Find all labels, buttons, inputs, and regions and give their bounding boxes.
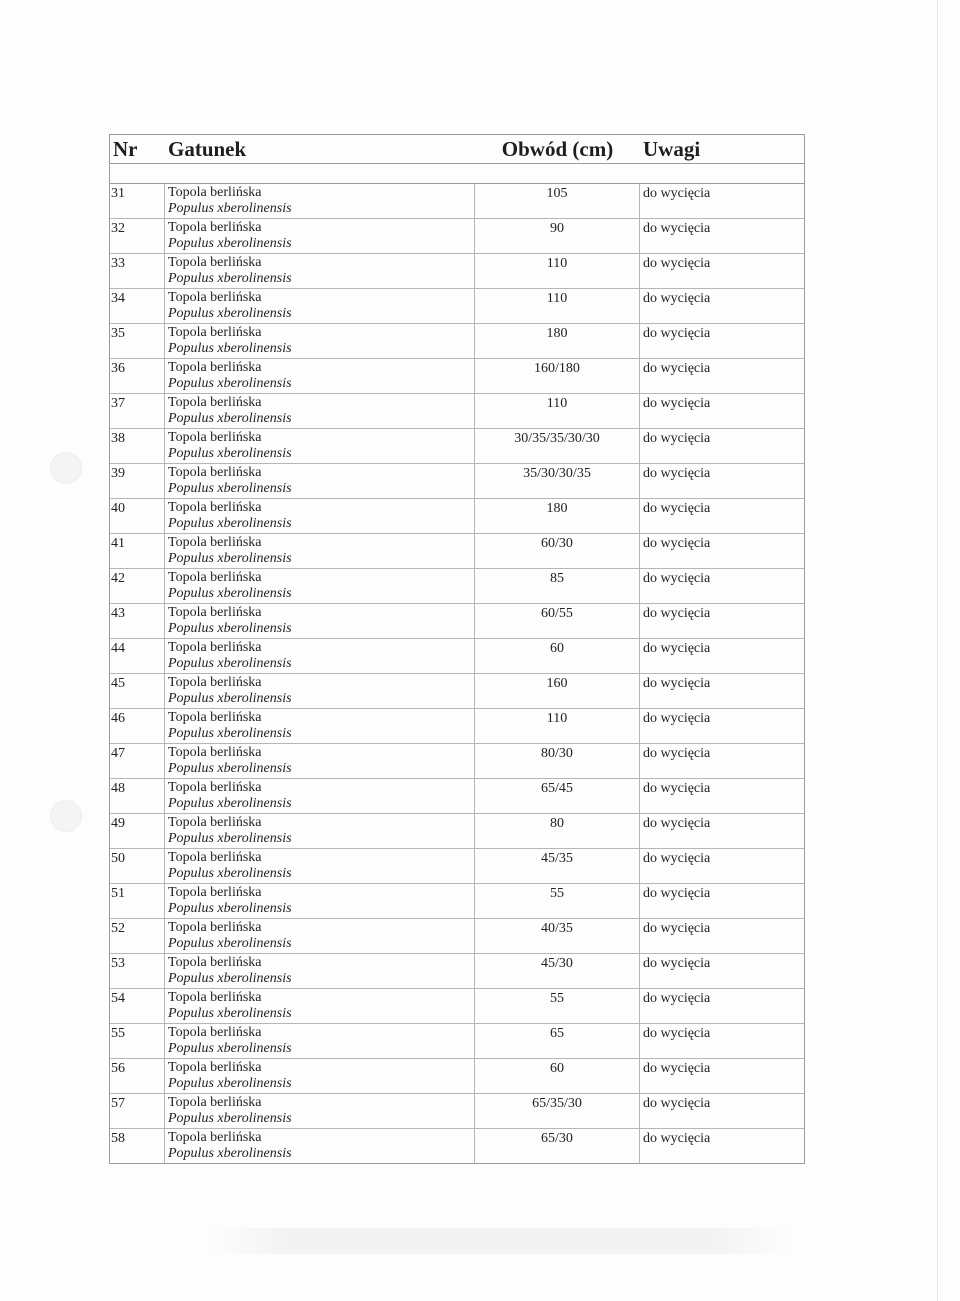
table-row <box>110 849 804 884</box>
cell-gatunek <box>165 604 475 638</box>
species-common-name: Topola berlińska <box>168 535 262 550</box>
cell-obwod: 65/30 <box>475 1129 640 1163</box>
cell-gatunek <box>165 1094 475 1128</box>
cell-uwagi: do wycięcia <box>643 781 711 796</box>
species-common-name: Topola berlińska <box>168 500 262 515</box>
page-edge-line <box>937 0 938 1301</box>
cell-nr: 47 <box>110 744 165 778</box>
cell-uwagi: do wycięcia <box>643 606 711 621</box>
cell-uwagi: do wycięcia <box>643 746 711 761</box>
cell-uwagi: do wycięcia <box>643 851 711 866</box>
table-row <box>110 919 804 954</box>
cell-obwod: 65/45 <box>475 779 640 813</box>
cell-obwod: 40/35 <box>475 919 640 953</box>
cell-nr: 50 <box>110 849 165 883</box>
species-common-name: Topola berlińska <box>168 640 262 655</box>
cell-gatunek <box>165 254 475 288</box>
table-row <box>110 814 804 849</box>
cell-nr: 45 <box>110 674 165 708</box>
cell-obwod: 110 <box>475 709 640 743</box>
species-common-name: Topola berlińska <box>168 815 262 830</box>
species-common-name: Topola berlińska <box>168 1060 262 1075</box>
cell-uwagi: do wycięcia <box>643 361 711 376</box>
cell-obwod: 110 <box>475 254 640 288</box>
cell-obwod: 110 <box>475 289 640 323</box>
cell-uwagi: do wycięcia <box>643 291 711 306</box>
species-latin-name: Populus xberolinensis <box>168 201 292 216</box>
species-common-name: Topola berlińska <box>168 745 262 760</box>
cell-nr: 33 <box>110 254 165 288</box>
cell-uwagi: do wycięcia <box>643 1131 711 1146</box>
cell-gatunek <box>165 709 475 743</box>
cell-gatunek <box>165 639 475 673</box>
cell-nr: 54 <box>110 989 165 1023</box>
cell-uwagi: do wycięcia <box>643 641 711 656</box>
species-common-name: Topola berlińska <box>168 1095 262 1110</box>
species-latin-name: Populus xberolinensis <box>168 1146 292 1161</box>
cell-obwod: 105 <box>475 184 640 218</box>
cell-gatunek <box>165 569 475 603</box>
cell-gatunek <box>165 814 475 848</box>
species-latin-name: Populus xberolinensis <box>168 796 292 811</box>
table-row <box>110 744 804 779</box>
cell-nr: 46 <box>110 709 165 743</box>
cell-obwod: 85 <box>475 569 640 603</box>
cell-nr: 49 <box>110 814 165 848</box>
cell-gatunek <box>165 779 475 813</box>
species-latin-name: Populus xberolinensis <box>168 1076 292 1091</box>
header-gatunek: Gatunek <box>168 137 247 161</box>
cell-gatunek <box>165 919 475 953</box>
cell-nr: 35 <box>110 324 165 358</box>
species-common-name: Topola berlińska <box>168 990 262 1005</box>
table-row <box>110 499 804 534</box>
header-gap <box>109 164 805 183</box>
cell-gatunek <box>165 464 475 498</box>
cell-gatunek <box>165 954 475 988</box>
species-latin-name: Populus xberolinensis <box>168 586 292 601</box>
cell-uwagi: do wycięcia <box>643 571 711 586</box>
cell-obwod: 55 <box>475 884 640 918</box>
cell-nr: 41 <box>110 534 165 568</box>
cell-nr: 58 <box>110 1129 165 1163</box>
species-latin-name: Populus xberolinensis <box>168 341 292 356</box>
cell-nr: 42 <box>110 569 165 603</box>
species-common-name: Topola berlińska <box>168 605 262 620</box>
cell-obwod: 35/30/30/35 <box>475 464 640 498</box>
cell-nr: 48 <box>110 779 165 813</box>
table-row <box>110 254 804 289</box>
table-row <box>110 709 804 744</box>
table-row <box>110 604 804 639</box>
species-latin-name: Populus xberolinensis <box>168 901 292 916</box>
cell-uwagi: do wycięcia <box>643 221 711 236</box>
cell-uwagi: do wycięcia <box>643 431 711 446</box>
cell-nr: 32 <box>110 219 165 253</box>
cell-nr: 38 <box>110 429 165 463</box>
cell-obwod: 90 <box>475 219 640 253</box>
cell-nr: 51 <box>110 884 165 918</box>
cell-uwagi: do wycięcia <box>643 676 711 691</box>
table-row <box>110 394 804 429</box>
header-uwagi: Uwagi <box>643 137 701 161</box>
cell-nr: 34 <box>110 289 165 323</box>
cell-gatunek <box>165 1024 475 1058</box>
table-row <box>110 884 804 919</box>
table-row <box>110 184 804 219</box>
cell-gatunek <box>165 744 475 778</box>
species-common-name: Topola berlińska <box>168 465 262 480</box>
scan-smudge <box>205 1228 795 1254</box>
cell-nr: 36 <box>110 359 165 393</box>
species-latin-name: Populus xberolinensis <box>168 376 292 391</box>
cell-nr: 43 <box>110 604 165 638</box>
species-common-name: Topola berlińska <box>168 850 262 865</box>
cell-nr: 37 <box>110 394 165 428</box>
cell-gatunek <box>165 1129 475 1163</box>
species-latin-name: Populus xberolinensis <box>168 1006 292 1021</box>
species-common-name: Topola berlińska <box>168 325 262 340</box>
species-latin-name: Populus xberolinensis <box>168 271 292 286</box>
cell-gatunek <box>165 674 475 708</box>
table-row <box>110 674 804 709</box>
cell-uwagi: do wycięcia <box>643 1061 711 1076</box>
species-common-name: Topola berlińska <box>168 185 262 200</box>
cell-gatunek <box>165 1059 475 1093</box>
cell-obwod: 45/30 <box>475 954 640 988</box>
species-latin-name: Populus xberolinensis <box>168 1041 292 1056</box>
species-latin-name: Populus xberolinensis <box>168 971 292 986</box>
cell-obwod: 180 <box>475 499 640 533</box>
cell-obwod: 60 <box>475 639 640 673</box>
table-row <box>110 779 804 814</box>
species-latin-name: Populus xberolinensis <box>168 621 292 636</box>
table-row <box>110 359 804 394</box>
cell-uwagi: do wycięcia <box>643 501 711 516</box>
cell-gatunek <box>165 289 475 323</box>
cell-uwagi: do wycięcia <box>643 1026 711 1041</box>
species-common-name: Topola berlińska <box>168 955 262 970</box>
cell-uwagi: do wycięcia <box>643 186 711 201</box>
punch-hole-top <box>50 452 82 484</box>
table-row <box>110 464 804 499</box>
species-latin-name: Populus xberolinensis <box>168 936 292 951</box>
cell-gatunek <box>165 884 475 918</box>
table-row <box>110 534 804 569</box>
cell-uwagi: do wycięcia <box>643 536 711 551</box>
cell-obwod: 80/30 <box>475 744 640 778</box>
table-header <box>109 134 805 164</box>
table-row <box>110 989 804 1024</box>
table-row <box>110 289 804 324</box>
cell-gatunek <box>165 989 475 1023</box>
cell-gatunek <box>165 184 475 218</box>
cell-gatunek <box>165 324 475 358</box>
table-row <box>110 1059 804 1094</box>
cell-obwod: 180 <box>475 324 640 358</box>
species-common-name: Topola berlińska <box>168 290 262 305</box>
cell-obwod: 65/35/30 <box>475 1094 640 1128</box>
cell-nr: 53 <box>110 954 165 988</box>
cell-obwod: 45/35 <box>475 849 640 883</box>
cell-nr: 31 <box>110 184 165 218</box>
cell-nr: 40 <box>110 499 165 533</box>
species-common-name: Topola berlińska <box>168 1025 262 1040</box>
table-row <box>110 219 804 254</box>
cell-obwod: 80 <box>475 814 640 848</box>
table-row <box>110 639 804 674</box>
species-latin-name: Populus xberolinensis <box>168 866 292 881</box>
cell-gatunek <box>165 359 475 393</box>
cell-nr: 56 <box>110 1059 165 1093</box>
cell-obwod: 60/30 <box>475 534 640 568</box>
species-common-name: Topola berlińska <box>168 710 262 725</box>
table-row <box>110 1129 804 1163</box>
cell-obwod: 60 <box>475 1059 640 1093</box>
species-common-name: Topola berlińska <box>168 780 262 795</box>
species-latin-name: Populus xberolinensis <box>168 481 292 496</box>
cell-obwod: 60/55 <box>475 604 640 638</box>
cell-gatunek <box>165 499 475 533</box>
cell-nr: 39 <box>110 464 165 498</box>
cell-obwod: 30/35/35/30/30 <box>475 429 640 463</box>
punch-hole-bottom <box>50 800 82 832</box>
species-latin-name: Populus xberolinensis <box>168 831 292 846</box>
table-row <box>110 1094 804 1129</box>
species-common-name: Topola berlińska <box>168 430 262 445</box>
species-latin-name: Populus xberolinensis <box>168 551 292 566</box>
species-common-name: Topola berlińska <box>168 675 262 690</box>
species-latin-name: Populus xberolinensis <box>168 236 292 251</box>
cell-uwagi: do wycięcia <box>643 921 711 936</box>
species-common-name: Topola berlińska <box>168 885 262 900</box>
cell-uwagi: do wycięcia <box>643 396 711 411</box>
cell-obwod: 65 <box>475 1024 640 1058</box>
table-row <box>110 954 804 989</box>
species-common-name: Topola berlińska <box>168 1130 262 1145</box>
species-latin-name: Populus xberolinensis <box>168 656 292 671</box>
cell-uwagi: do wycięcia <box>643 466 711 481</box>
cell-obwod: 110 <box>475 394 640 428</box>
cell-gatunek <box>165 394 475 428</box>
species-latin-name: Populus xberolinensis <box>168 691 292 706</box>
cell-uwagi: do wycięcia <box>643 816 711 831</box>
table-row <box>110 1024 804 1059</box>
cell-uwagi: do wycięcia <box>643 256 711 271</box>
species-latin-name: Populus xberolinensis <box>168 446 292 461</box>
species-latin-name: Populus xberolinensis <box>168 516 292 531</box>
header-nr: Nr <box>113 137 138 161</box>
cell-nr: 44 <box>110 639 165 673</box>
table-body <box>109 183 805 1164</box>
species-common-name: Topola berlińska <box>168 920 262 935</box>
tree-table <box>109 134 805 1164</box>
cell-gatunek <box>165 849 475 883</box>
cell-gatunek <box>165 429 475 463</box>
cell-uwagi: do wycięcia <box>643 886 711 901</box>
cell-gatunek <box>165 219 475 253</box>
species-latin-name: Populus xberolinensis <box>168 306 292 321</box>
cell-obwod: 55 <box>475 989 640 1023</box>
cell-uwagi: do wycięcia <box>643 711 711 726</box>
cell-obwod: 160/180 <box>475 359 640 393</box>
species-common-name: Topola berlińska <box>168 570 262 585</box>
species-common-name: Topola berlińska <box>168 220 262 235</box>
species-latin-name: Populus xberolinensis <box>168 726 292 741</box>
cell-nr: 55 <box>110 1024 165 1058</box>
species-common-name: Topola berlińska <box>168 360 262 375</box>
header-obwod: Obwód (cm) <box>501 137 614 161</box>
cell-uwagi: do wycięcia <box>643 326 711 341</box>
table-row <box>110 569 804 604</box>
species-common-name: Topola berlińska <box>168 395 262 410</box>
cell-uwagi: do wycięcia <box>643 991 711 1006</box>
cell-uwagi: do wycięcia <box>643 1096 711 1111</box>
species-common-name: Topola berlińska <box>168 255 262 270</box>
table-row <box>110 324 804 359</box>
cell-nr: 52 <box>110 919 165 953</box>
cell-gatunek <box>165 534 475 568</box>
cell-obwod: 160 <box>475 674 640 708</box>
table-row <box>110 429 804 464</box>
species-latin-name: Populus xberolinensis <box>168 761 292 776</box>
species-latin-name: Populus xberolinensis <box>168 411 292 426</box>
species-latin-name: Populus xberolinensis <box>168 1111 292 1126</box>
cell-nr: 57 <box>110 1094 165 1128</box>
cell-uwagi: do wycięcia <box>643 956 711 971</box>
